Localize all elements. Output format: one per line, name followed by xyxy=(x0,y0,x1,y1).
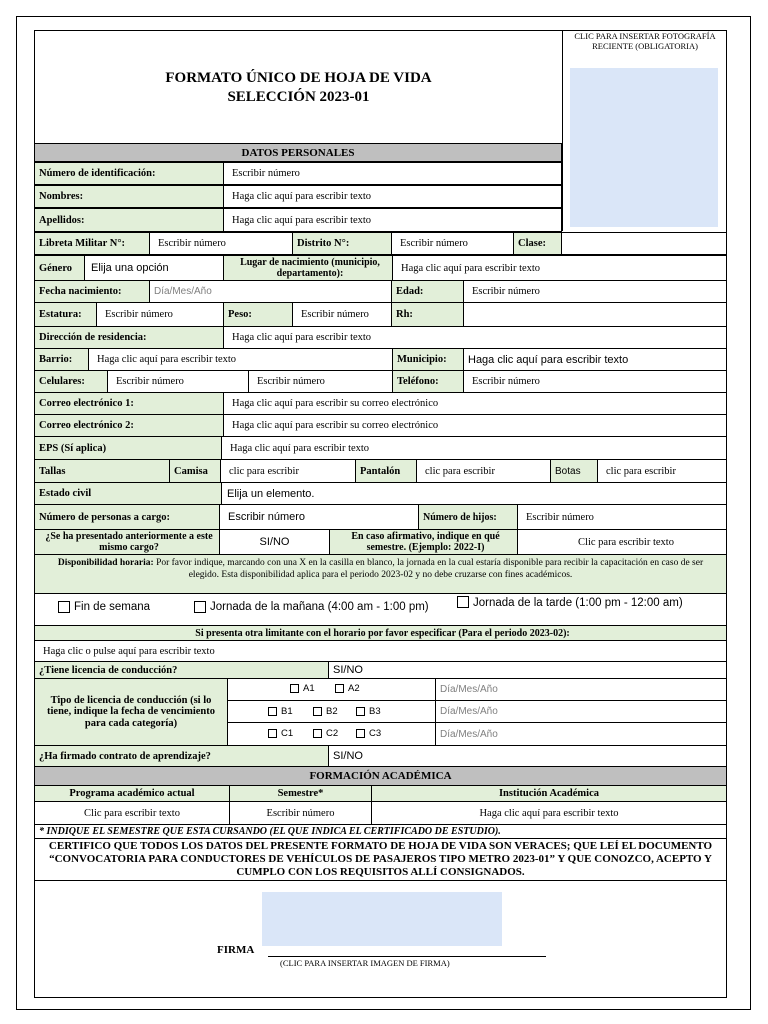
weight-field[interactable]: Escribir número xyxy=(292,302,392,327)
birthplace-label: Lugar de nacimiento (municipio, departamento): xyxy=(223,255,393,281)
signature-placeholder[interactable] xyxy=(262,892,502,946)
checkbox-icon[interactable] xyxy=(58,601,70,613)
checkbox-icon[interactable] xyxy=(356,707,365,716)
address-label: Dirección de residencia: xyxy=(34,326,224,349)
phone-field[interactable]: Escribir número xyxy=(463,370,727,393)
license-opt-c1[interactable] xyxy=(268,728,293,739)
checkbox-icon[interactable] xyxy=(268,707,277,716)
option-weekend[interactable] xyxy=(58,601,150,613)
license-opt-label: C1 xyxy=(281,728,294,739)
license-has-label: ¿Tiene licencia de conducción? xyxy=(34,661,329,679)
age-label: Edad: xyxy=(391,280,464,303)
municipality-field[interactable]: Haga clic aquí para escribir texto xyxy=(463,348,727,371)
district-label: Distrito N°: xyxy=(292,232,392,255)
license-opt-label: B3 xyxy=(369,706,381,717)
military-field[interactable]: Escribir número xyxy=(149,232,293,255)
military-label: Libreta Militar N°: xyxy=(34,232,150,255)
license-row-a xyxy=(227,678,436,701)
neighborhood-label: Barrio: xyxy=(34,348,89,371)
rh-label: Rh: xyxy=(391,302,464,327)
surnames-field[interactable]: Haga clic aquí para escribir texto xyxy=(223,208,562,232)
license-opt-label: A1 xyxy=(303,683,315,694)
option-weekend-label: Fin de semana xyxy=(74,601,151,613)
license-has-field[interactable]: SI/NO xyxy=(328,661,727,679)
option-morning[interactable] xyxy=(194,601,429,613)
option-morning-label: Jornada de la mañana (4:00 am - 1:00 pm) xyxy=(210,601,429,613)
license-opt-a1[interactable] xyxy=(290,683,315,694)
license-opt-b3[interactable] xyxy=(356,706,381,717)
option-afternoon[interactable] xyxy=(457,596,707,610)
col-institution: Institución Académica xyxy=(371,785,727,802)
weight-label: Peso: xyxy=(223,302,293,327)
license-type-label: Tipo de licencia de conducción (si lo tiene, indique la fecha de vencimiento para cada categoría) xyxy=(34,678,228,746)
children-field[interactable]: Escribir número xyxy=(517,504,727,530)
gender-select[interactable]: Elija una opción xyxy=(84,255,224,281)
district-field[interactable]: Escribir número xyxy=(391,232,514,255)
cell-field-1[interactable]: Escribir número xyxy=(107,370,249,393)
checkbox-icon[interactable] xyxy=(268,729,277,738)
license-opt-a2[interactable] xyxy=(335,683,360,694)
email1-field[interactable]: Haga clic aquí para escribir su correo electrónico xyxy=(223,392,727,415)
semester-q-field[interactable]: Clic para escribir texto xyxy=(517,529,727,555)
license-opt-label: A2 xyxy=(348,683,360,694)
contract-field[interactable]: SI/NO xyxy=(328,745,727,767)
surnames-label: Apellidos: xyxy=(34,208,224,232)
form-title: FORMATO ÚNICO DE HOJA DE VIDA SELECCIÓN 2023-01 xyxy=(165,70,432,105)
pants-field[interactable]: clic para escribir xyxy=(416,459,551,483)
id-label: Número de identificación: xyxy=(34,162,224,185)
cell-label: Celulares: xyxy=(34,370,108,393)
birthplace-field[interactable]: Haga clic aquí para escribir texto xyxy=(392,255,727,281)
checkbox-icon[interactable] xyxy=(313,707,322,716)
col-semester: Semestre* xyxy=(229,785,372,802)
sizes-label: Tallas xyxy=(34,459,170,483)
class-field[interactable] xyxy=(561,232,727,255)
checkbox-icon[interactable] xyxy=(457,596,469,608)
license-date-a[interactable]: Día/Mes/Año xyxy=(435,678,727,701)
birthdate-label: Fecha nacimiento: xyxy=(34,280,150,303)
email1-label: Correo electrónico 1: xyxy=(34,392,224,415)
dependents-label: Número de personas a cargo: xyxy=(34,504,220,530)
shirt-label: Camisa xyxy=(169,459,221,483)
eps-label: EPS (Sí aplica) xyxy=(34,436,222,460)
limit-field[interactable]: Haga clic o pulse aquí para escribir texto xyxy=(34,640,727,662)
checkbox-icon[interactable] xyxy=(356,729,365,738)
previous-field[interactable]: SI/NO xyxy=(219,529,330,555)
checkbox-icon[interactable] xyxy=(290,684,299,693)
municipality-label: Municipio: xyxy=(392,348,464,371)
section-education-title: FORMACIÓN ACADÉMICA xyxy=(34,766,727,786)
semester-field[interactable]: Escribir número xyxy=(229,801,372,825)
photo-cell-bottom xyxy=(561,143,727,233)
id-field[interactable]: Escribir número xyxy=(223,162,562,185)
license-opt-label: B2 xyxy=(326,706,338,717)
civil-label: Estado civil xyxy=(34,482,222,505)
cell-field-2[interactable]: Escribir número xyxy=(248,370,393,393)
signature-caption: (CLIC PARA INSERTAR IMAGEN DE FIRMA) xyxy=(280,958,450,968)
semester-note: * INDIQUE EL SEMESTRE QUE ESTA CURSANDO (EL QUE INDICA EL CERTIFICADO DE ESTUDIO). xyxy=(34,824,727,839)
gender-label: Género xyxy=(34,255,85,281)
checkbox-icon[interactable] xyxy=(335,684,344,693)
license-date-c[interactable]: Día/Mes/Año xyxy=(435,722,727,746)
section-personal-title: DATOS PERSONALES xyxy=(34,143,562,162)
license-opt-c2[interactable] xyxy=(313,728,338,739)
phone-label: Teléfono: xyxy=(392,370,464,393)
birthdate-field[interactable]: Día/Mes/Año xyxy=(149,280,392,303)
names-label: Nombres: xyxy=(34,185,224,208)
children-label: Número de hijos: xyxy=(418,504,518,530)
rh-field[interactable] xyxy=(463,302,727,327)
neighborhood-field[interactable]: Haga clic aquí para escribir texto xyxy=(88,348,393,371)
license-opt-label: B1 xyxy=(281,706,293,717)
boots-field[interactable]: clic para escribir xyxy=(597,459,727,483)
semester-q-label: En caso afirmativo, indique en qué semestre. (Ejemplo: 2022-I) xyxy=(329,529,518,555)
address-field[interactable]: Haga clic aquí para escribir texto xyxy=(223,326,727,349)
height-label: Estatura: xyxy=(34,302,97,327)
contract-label: ¿Ha firmado contrato de aprendizaje? xyxy=(34,745,329,767)
signature-label: FIRMA xyxy=(217,944,255,956)
license-date-b[interactable]: Día/Mes/Año xyxy=(435,700,727,723)
program-field[interactable]: Clic para escribir texto xyxy=(34,801,230,825)
license-opt-label: C3 xyxy=(369,728,382,739)
certification-text: CERTIFICO QUE TODOS LOS DATOS DEL PRESENTE FORMATO DE HOJA DE VIDA SON VERACES; QUE LEÍ EL DOCUMENTO “CONVOCATORIA PARA CONDUCTORES DE VEHÍCULOS DE PASAJEROS TIPO METRO 2023-01” Y QUE CONOZCO, ACEPTO Y CUMPLO CON LOS REQUISITOS ALLÍ CONSIGNADOS. xyxy=(34,838,727,881)
names-field[interactable]: Haga clic aquí para escribir texto xyxy=(223,185,562,208)
age-field[interactable]: Escribir número xyxy=(463,280,727,303)
height-field[interactable]: Escribir número xyxy=(96,302,224,327)
shirt-field[interactable]: clic para escribir xyxy=(220,459,356,483)
dependents-field[interactable]: Escribir número xyxy=(219,504,419,530)
photo-caption: CLIC PARA INSERTAR FOTOGRAFÍA RECIENTE (OBLIGATORIA) xyxy=(574,31,716,51)
availability-text: Disponibilidad horaria: Por favor indique, marcando con una X en la casilla en blanco, la jornada en la cual estaría disponible para recibir la capacitación en caso de ser elegido. Esta disponibilidad aplica para el periodo 2023-02 y no debe cruzarse con fines académicos. xyxy=(34,554,727,594)
checkbox-icon[interactable] xyxy=(194,601,206,613)
license-opt-b2[interactable] xyxy=(313,706,338,717)
option-afternoon-label: Jornada de la tarde (1:00 pm - 12:00 am) xyxy=(473,597,683,609)
license-opt-c3[interactable] xyxy=(356,728,381,739)
email2-label: Correo electrónico 2: xyxy=(34,414,224,437)
eps-field[interactable]: Haga clic aquí para escribir texto xyxy=(221,436,727,460)
limit-label: Si presenta otra limitante con el horario por favor especificar (Para el periodo 2023-02): xyxy=(34,625,727,641)
pants-label: Pantalón xyxy=(355,459,417,483)
email2-field[interactable]: Haga clic aquí para escribir su correo electrónico xyxy=(223,414,727,437)
col-program: Programa académico actual xyxy=(34,785,230,802)
license-opt-label: C2 xyxy=(326,728,339,739)
previous-label: ¿Se ha presentado anteriormente a este mismo cargo? xyxy=(34,529,220,555)
class-label: Clase: xyxy=(513,232,562,255)
license-opt-b1[interactable] xyxy=(268,706,293,717)
civil-select[interactable]: Elija un elemento. xyxy=(221,482,727,505)
checkbox-icon[interactable] xyxy=(313,729,322,738)
signature-line xyxy=(268,956,546,957)
boots-label: Botas xyxy=(550,459,598,483)
institution-field[interactable]: Haga clic aquí para escribir texto xyxy=(371,801,727,825)
